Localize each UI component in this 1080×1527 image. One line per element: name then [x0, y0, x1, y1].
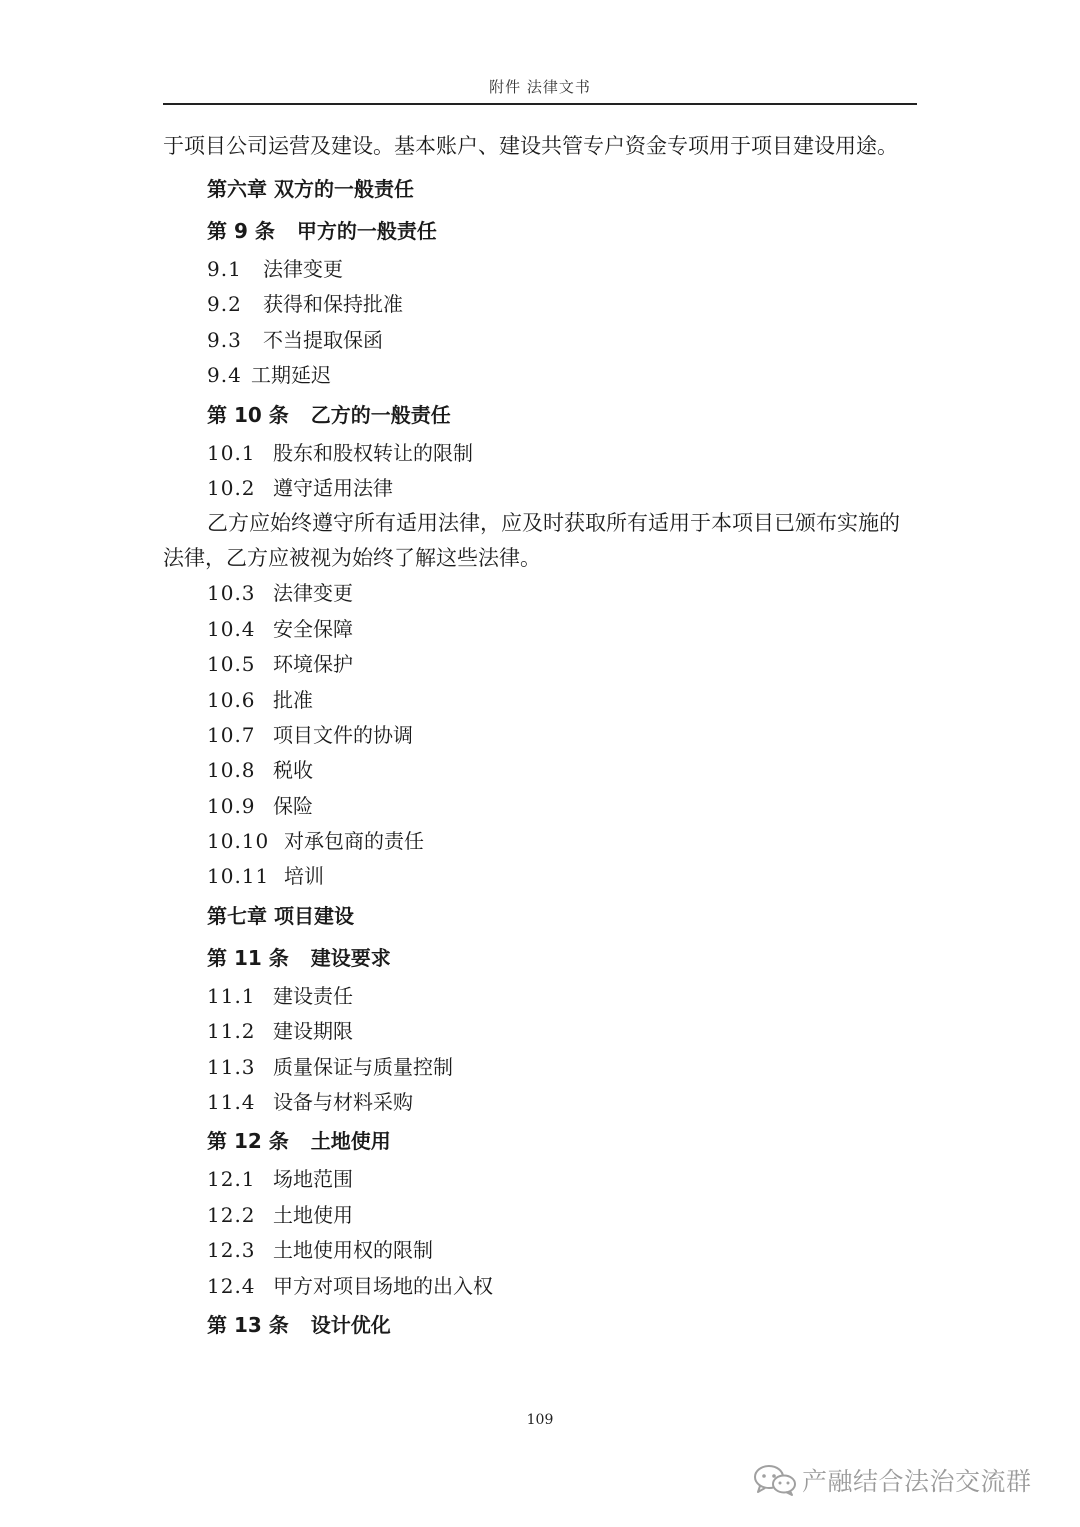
clause-item	[163, 718, 923, 753]
article-10-number: 第 10 条	[207, 402, 289, 427]
article-12-number: 第 12 条	[207, 1129, 289, 1154]
clause-item	[163, 436, 923, 471]
clause-title: 批准	[273, 687, 313, 712]
clause-title: 获得和保持批准	[263, 292, 403, 317]
chapter-6-heading: 第六章 双方的一般责任	[207, 177, 414, 201]
clause-title: 遵守适用法律	[273, 475, 393, 500]
article-13-title: 设计优化	[310, 1312, 391, 1337]
clause-item	[163, 252, 923, 287]
clause-number: 10.4	[207, 616, 256, 641]
clause-number: 9.4	[207, 363, 242, 388]
clause-title: 保险	[273, 793, 313, 818]
clause-title: 土地使用	[273, 1202, 353, 1227]
article-12-heading	[163, 1120, 923, 1162]
page-header: 附件 法律文书	[489, 78, 591, 96]
clause-title: 环境保护	[273, 652, 353, 677]
clause-number: 10.7	[207, 722, 256, 747]
watermark	[752, 1460, 1032, 1500]
article-11-title: 建设要求	[310, 945, 391, 970]
clause-number: 9.1	[207, 257, 242, 281]
clause-title: 安全保障	[273, 616, 353, 641]
clause-number: 9.2	[207, 292, 242, 317]
header-rule	[163, 103, 917, 105]
clause-title: 质量保证与质量控制	[273, 1054, 453, 1079]
clause-title: 土地使用权的限制	[273, 1238, 433, 1263]
clause-item	[163, 576, 923, 611]
page-number: 109	[526, 1412, 554, 1428]
clause-number: 10.11	[207, 864, 270, 889]
clause-number: 10.3	[207, 581, 256, 606]
clause-title: 不当提取保函	[263, 327, 383, 352]
clause-number: 10.1	[207, 440, 256, 465]
clause-number: 10.2	[207, 475, 256, 500]
clause-number: 12.2	[207, 1202, 256, 1227]
clause-number: 11.3	[207, 1054, 256, 1079]
clause-item	[163, 287, 923, 322]
chapter-7-heading: 第七章 项目建设	[207, 903, 354, 928]
clause-item	[163, 824, 923, 859]
clause-item	[163, 1014, 923, 1049]
clause-item	[163, 1198, 923, 1233]
article-12-title: 土地使用	[310, 1129, 391, 1154]
clause-number: 10.6	[207, 687, 256, 712]
clause-item	[163, 1233, 923, 1268]
clause-item	[163, 753, 923, 788]
clause-item	[163, 358, 923, 393]
article-11-heading	[163, 937, 923, 979]
article-9-heading	[163, 210, 923, 252]
clause-number: 10.8	[207, 758, 256, 783]
document-body	[163, 129, 923, 1346]
article-9-number: 第 9 条	[207, 219, 275, 243]
clause-item	[163, 1162, 923, 1197]
clause-title: 税收	[273, 758, 313, 783]
clause-number: 10.10	[207, 829, 270, 854]
clause-title: 工期延迟	[251, 363, 331, 388]
clause-item	[163, 683, 923, 718]
clause-number: 10.9	[207, 793, 256, 818]
clause-10-2-body-line1: 乙方应始终遵守所有适用法律，应及时获取所有适用于本项目已颁布实施的	[207, 511, 900, 536]
clause-number: 10.5	[207, 652, 256, 677]
clause-title: 股东和股权转让的限制	[273, 440, 473, 465]
wechat-icon	[752, 1463, 798, 1497]
article-13-heading	[163, 1304, 923, 1346]
clause-number: 11.1	[207, 983, 256, 1008]
clause-title: 项目文件的协调	[273, 722, 413, 747]
clause-title: 设备与材料采购	[273, 1090, 413, 1115]
clause-title: 法律变更	[263, 257, 343, 281]
article-9-title: 甲方的一般责任	[296, 219, 437, 243]
clause-title: 建设期限	[273, 1019, 353, 1044]
clause-10-2-body-line2: 法律，乙方应被视为始终了解这些法律。	[163, 546, 541, 571]
clause-item	[163, 859, 923, 894]
clause-title: 法律变更	[273, 581, 353, 606]
clause-item	[163, 647, 923, 682]
article-10-title: 乙方的一般责任	[310, 402, 451, 427]
clause-item	[163, 323, 923, 358]
clause-title: 建设责任	[273, 983, 353, 1008]
clause-item	[163, 1269, 923, 1304]
clause-title: 甲方对项目场地的出入权	[273, 1273, 493, 1298]
article-13-number: 第 13 条	[207, 1312, 289, 1337]
clause-item	[163, 471, 923, 506]
clause-number: 12.3	[207, 1238, 256, 1263]
article-10-heading	[163, 394, 923, 436]
clause-title: 培训	[284, 864, 324, 889]
clause-item	[163, 1050, 923, 1085]
clause-item	[163, 612, 923, 647]
clause-number: 12.1	[207, 1167, 256, 1192]
clause-number: 11.4	[207, 1090, 256, 1115]
clause-number: 9.3	[207, 327, 242, 352]
clause-item	[163, 789, 923, 824]
clause-number: 12.4	[207, 1273, 256, 1298]
clause-item	[163, 979, 923, 1014]
clause-item	[163, 1085, 923, 1120]
article-11-number: 第 11 条	[207, 945, 289, 970]
intro-paragraph: 于项目公司运营及建设。基本账户、建设共管专户资金专项用于项目建设用途。	[163, 134, 898, 158]
clause-title: 对承包商的责任	[284, 829, 424, 854]
watermark-text: 产融结合法治交流群	[802, 1467, 1032, 1496]
clause-number: 11.2	[207, 1019, 256, 1044]
clause-title: 场地范围	[273, 1167, 353, 1192]
